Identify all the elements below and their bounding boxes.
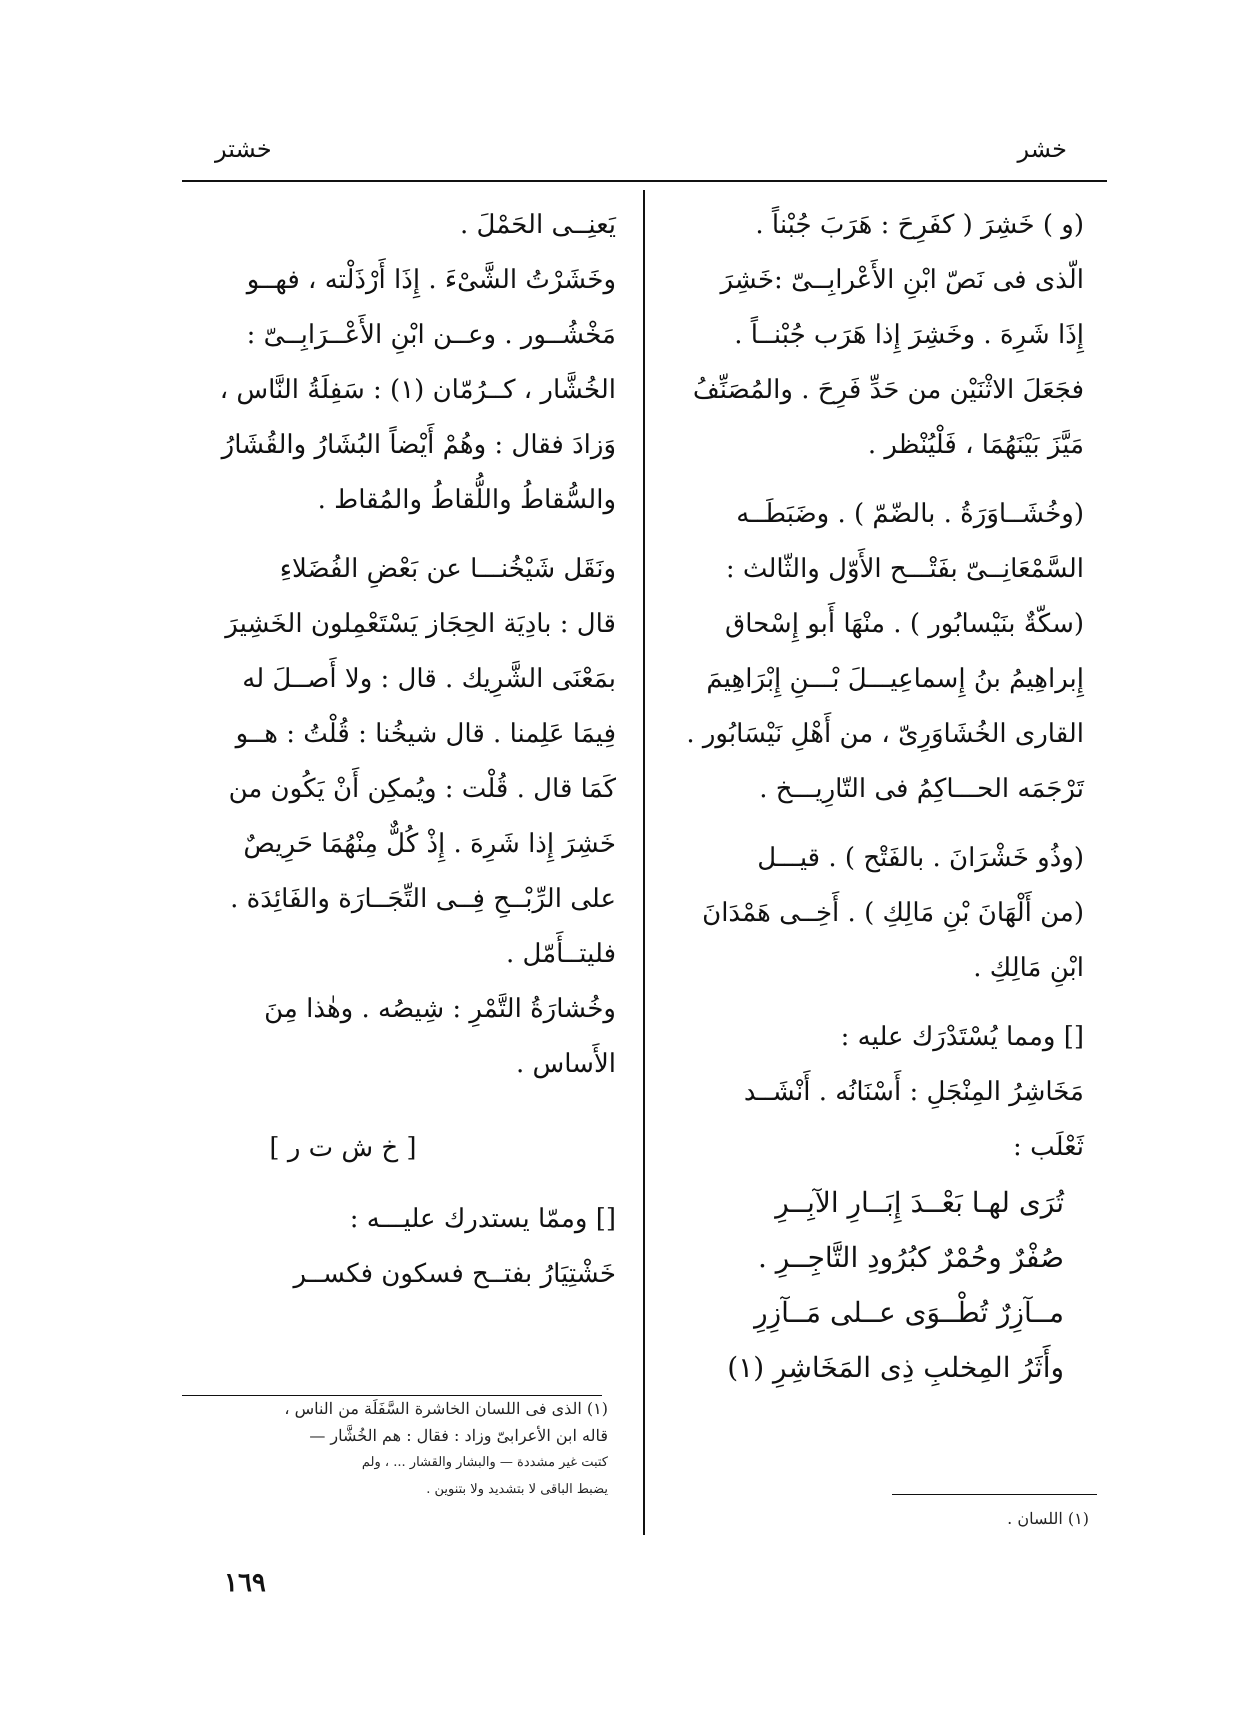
- text-line: يَعنِــى الحَمْلَ .: [460, 210, 616, 240]
- text-line: قال : بادِيَة الحِجَاز يَسْتَعْمِلون الخَشِيرَ: [225, 609, 616, 639]
- text-line: وخُشارَةُ التَّمْرِ : شِيصُه . وهٰذا مِنَ: [264, 994, 616, 1024]
- footnote-left: [178, 1395, 608, 1503]
- footnote-right: (١) اللسان .: [1007, 1509, 1089, 1528]
- text-line: الأَساس .: [515, 1049, 616, 1079]
- footnote-line: (١) الذى فى اللسان الخاشرة السَّفَلَة من الناس ،: [284, 1399, 608, 1418]
- text-line: على الرِّبْــحِ فِــى التِّجَــارَة والفَائِدَة .: [230, 884, 616, 914]
- text-line: فجَعَلَ الاثْنَيْن من حَدِّ فَرِحَ . والمُصَنِّفُ: [692, 375, 1084, 405]
- verse-line: وأَثَرُ المِخلبِ ذِى المَخَاشِرِ (١): [727, 1351, 1064, 1384]
- page-number: ١٦٩: [224, 1568, 266, 1598]
- text-line: تَرْجَمَه الحـــاكِمُ فى التّارِيـــخ .: [759, 774, 1084, 804]
- text-line: ثَعْلَب :: [1013, 1132, 1084, 1162]
- text-line: ابْنِ مَالِكِ .: [973, 953, 1084, 983]
- text-line: إِبراهِيمُ بنُ إِسماعِيـــلَ بْـــنِ إِبْرَاهِيمَ: [706, 664, 1084, 694]
- text-line: كَمَا قال . قُلْت : ويُمكِن أَنْ يَكُون من: [228, 774, 616, 804]
- running-head-right: خشر: [1017, 135, 1067, 163]
- text-line: (وذُو خَشْرَانَ . بالفَتْح ) . قيـــل: [757, 843, 1084, 873]
- text-line: [] وممّا يستدرك عليـــه :: [349, 1204, 616, 1234]
- text-line: مَخْشُــور . وعــن ابْنِ الأَعْــرَابِــىّ :: [246, 320, 616, 350]
- left-column: [180, 198, 616, 1302]
- paragraph-gap: [672, 996, 1084, 1010]
- header-rule: [182, 180, 1107, 182]
- text-line: مَخَاشِرُ المِنْجَلِ : أَسْنَانُه . أَنْشَــد: [743, 1077, 1084, 1107]
- text-line: الخُشَّار ، كــرُمّان (١) : سَفِلَةُ النَّاس ،: [219, 375, 616, 405]
- paragraph-gap: [180, 528, 616, 542]
- text-line: وَزادَ فقال : وهُمْ أَيْضاً البُشَارُ والقُشَارُ: [221, 430, 616, 460]
- text-line: (سكّةٌ بنَيْسابُور ) . منْهَا أَبو إِسْحاق: [725, 609, 1084, 639]
- footnote-line: يضبط الباقى لا بتشديد ولا بتنوين .: [426, 1482, 608, 1497]
- footnote-line: قاله ابن الأعرابىّ وزاد : فقال : هم الخُشَّار —: [309, 1426, 608, 1445]
- text-line: السَّمْعَانِــىّ بفَتْـــح الأَوّل والثّالث :: [725, 554, 1084, 584]
- text-line: الّذى فى نَصّ ابْنِ الأَعْرابِــىّ :خَشِرَ: [720, 265, 1084, 295]
- text-line: (من أَلْهَانَ بْنِ مَالِكِ ) . أَخِــى هَمْدَانَ: [702, 898, 1084, 928]
- text-line: خَشِرَ إِذا شَرِهَ . إِذْ كُلٌّ مِنْهُمَا حَرِيصٌ: [243, 829, 616, 859]
- running-head-left: خشتر: [215, 135, 272, 163]
- text-line: فِيمَا عَلِمنا . قال شيخُنا : قُلْتُ : هــو: [235, 719, 616, 749]
- text-line: مَيَّزَ بَيْنَهُمَا ، فَلْيُنْظر .: [867, 430, 1084, 460]
- paragraph-gap: [672, 473, 1084, 487]
- paragraph-gap: [672, 817, 1084, 831]
- text-line: (وخُشَــاوَرَةُ . بالضّمّ ) . وضَبَطَــه: [736, 499, 1084, 529]
- right-column: [672, 198, 1084, 1395]
- verse-line: مــآزِرٌ تُطْــوَى عــلى مَــآزِرِ: [754, 1296, 1064, 1329]
- column-divider: [643, 190, 645, 1535]
- text-line: بمَعْنَى الشَّرِيك . قال : ولا أَصــلَ له: [242, 664, 616, 694]
- text-line: [] ومما يُسْتَدْرَك عليه :: [840, 1022, 1084, 1052]
- section-heading: [ خ ش ت ر ]: [269, 1133, 417, 1163]
- text-line: وخَشَرْتُ الشَّىْءَ . إِذَا أَرْذَلْته ، فهــو: [246, 265, 616, 295]
- text-line: (و ) خَشِرَ ( كفَرِحَ : هَرَبَ جُبْناً .: [755, 210, 1084, 240]
- text-line: والسُّقاطُ واللُّقاطُ والمُقاط .: [317, 485, 616, 515]
- footnote-line: كتبت غير مشددة — والبشار والقشار ... ، ولم: [361, 1455, 608, 1470]
- verse-line: صُفْرٌ وحُمْرٌ كبُرُودِ التَّاجِــرِ .: [757, 1241, 1064, 1274]
- footnote-rule-right: [892, 1494, 1097, 1495]
- text-line: إِذَا شَرِهَ . وخَشِرَ إِذا هَرَب جُبْنــاً .: [734, 320, 1084, 350]
- text-line: القارى الخُشَاوَرِىّ ، من أَهْلِ نَيْسَابُور .: [686, 719, 1084, 749]
- text-line: خَشْتِيَارُ بفتــح فسكون فكســر: [293, 1259, 616, 1289]
- verse-line: تُرَى لهـا بَعْــدَ إِبَــارِ الآبِــرِ: [775, 1186, 1064, 1219]
- text-line: ونَقَل شَيْخُنـــا عن بَعْضِ الفُضَلاءِ: [279, 554, 616, 584]
- text-line: فليتــأَمّل .: [505, 939, 616, 969]
